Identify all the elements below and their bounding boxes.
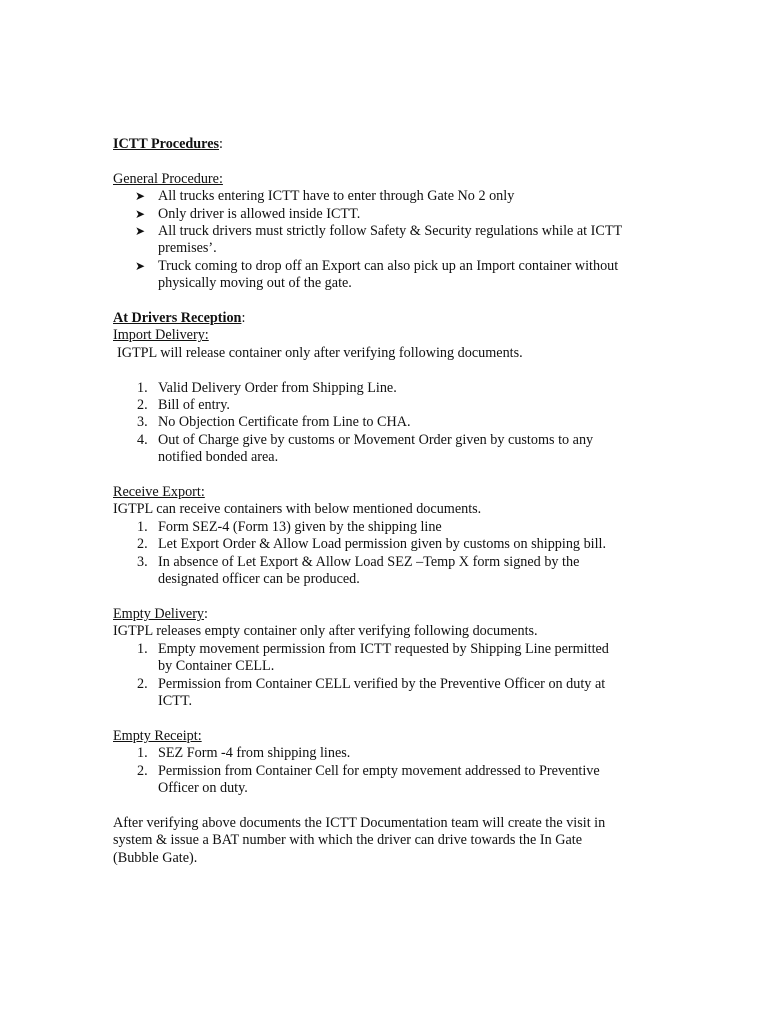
empty-delivery-heading: Empty Delivery <box>113 605 205 622</box>
list-item: ➤ All truck drivers must strictly follow Safety & Security regulations while at ICTT premises’. <box>135 223 623 257</box>
list-item: 2. Permission from Container Cell for empty movement addressed to Preventive Officer on duty. <box>137 762 600 796</box>
drivers-reception-heading-line: At Drivers Reception: <box>113 310 246 327</box>
document-title-line: ICTT Procedures: <box>113 136 223 152</box>
general-procedure-heading: General Procedure: <box>113 170 223 187</box>
drivers-reception-heading: At Drivers Reception <box>113 310 242 327</box>
receive-export-list <box>113 519 658 589</box>
list-item: ➤ All trucks entering ICTT have to enter through Gate No 2 only <box>135 188 515 205</box>
list-item: 1. Valid Delivery Order from Shipping Line. <box>137 379 397 396</box>
list-item: 2. Permission from Container CELL verified by the Preventive Officer on duty at ICTT. <box>137 675 606 709</box>
general-procedure-list <box>113 188 658 292</box>
empty-delivery-heading-line: Empty Delivery: <box>113 605 208 622</box>
list-item: 2. Bill of entry. <box>137 397 230 414</box>
list-item: 1. Empty movement permission from ICTT requested by Shipping Line permitted by Container CELL. <box>137 640 609 675</box>
empty-delivery-list <box>113 641 658 711</box>
import-delivery-heading: Import Delivery: <box>113 327 209 344</box>
list-item: ➤ Only driver is allowed inside ICTT. <box>135 205 361 222</box>
arrow-bullet-icon: ➤ <box>135 206 146 221</box>
empty-delivery-intro: IGTPL releases empty container only after verifying following documents. <box>113 623 538 640</box>
receive-export-heading: Receive Export: <box>113 484 205 501</box>
list-item: 1. SEZ Form -4 from shipping lines. <box>137 745 351 762</box>
receive-export-intro: IGTPL can receive containers with below mentioned documents. <box>113 501 482 518</box>
document-title: ICTT Procedures <box>113 136 220 152</box>
list-item: 1. Form SEZ-4 (Form 13) given by the shipping line <box>137 518 442 535</box>
empty-receipt-heading: Empty Receipt: <box>113 727 202 744</box>
arrow-bullet-icon: ➤ <box>135 258 146 273</box>
import-delivery-list <box>113 380 658 467</box>
list-item: 4. Out of Charge give by customs or Movement Order given by customs to any notified bonded area. <box>137 431 594 466</box>
import-delivery-intro: IGTPL will release container only after verifying following documents. <box>117 344 523 361</box>
empty-receipt-list <box>113 745 658 797</box>
closing-paragraph: After verifying above documents the ICTT Documentation team will create the visit in system & issue a BAT number with which the driver can drive towards the In Gate (Bubble Gate). <box>113 814 606 866</box>
list-item: ➤ Truck coming to drop off an Export can also pick up an Import container without physically moving out of the gate. <box>135 257 619 292</box>
arrow-bullet-icon: ➤ <box>135 189 146 204</box>
arrow-bullet-icon: ➤ <box>135 224 146 239</box>
document-page <box>113 136 658 867</box>
list-item: 3. In absence of Let Export & Allow Load SEZ –Temp X form signed by the designated officer can be produced. <box>137 553 580 588</box>
list-item: 3. No Objection Certificate from Line to CHA. <box>137 414 411 431</box>
list-item: 2. Let Export Order & Allow Load permission given by customs on shipping bill. <box>137 536 607 553</box>
